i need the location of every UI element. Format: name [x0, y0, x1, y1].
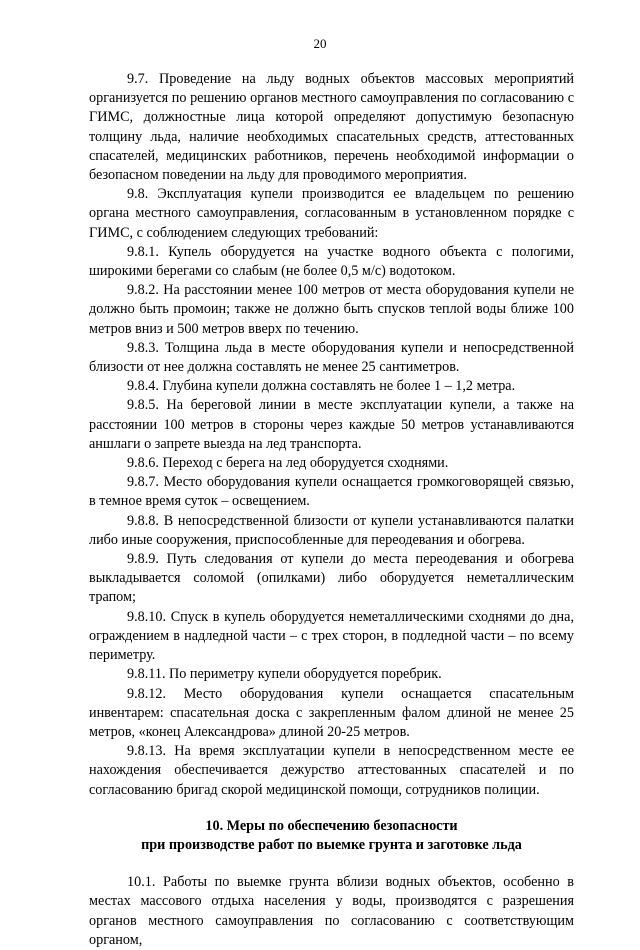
document-body — [89, 70, 574, 950]
paragraph-9-8-3: 9.8.3. Толщина льда в месте оборудования купели и непосредственной близости от нее должна составлять не менее 25 сантиметров. — [89, 339, 574, 376]
paragraph-9-8-6: 9.8.6. Переход с берега на лед оборудуется сходнями. — [127, 455, 449, 472]
page-number: 20 — [313, 36, 327, 51]
paragraph-9-8-8: 9.8.8. В непосредственной близости от купели устанавливаются палатки либо иные сооружения, приспособленные для переодевания и обогрева. — [89, 512, 574, 548]
paragraph-9-8-5: 9.8.5. На береговой линии в месте эксплуатации купели, а также на расстоянии 100 метров в стороны через каждые 50 метров устанавливаются аншлаги о запрете выезда на лед транспорта. — [89, 397, 574, 452]
paragraph-9-8-13: 9.8.13. На время эксплуатации купели в непосредственном месте ее нахождения обеспечивается дежурство аттестованных спасателей и по согласованию бригад скорой медицинской помощи, сотрудников полиции. — [89, 743, 574, 798]
section-heading-line-1: 10. Меры по обеспечению безопасности — [205, 817, 458, 834]
paragraph-9-8-2: 9.8.2. На расстоянии менее 100 метров от места оборудования купели не должно быть промоин; также не должно быть спусков теплой воды ближе 100 метров вниз и 500 метров вверх по течению. — [89, 282, 574, 337]
paragraph-9-8-12: 9.8.12. Место оборудования купели оснащается спасательным инвентарем: спасательная доска с закрепленным фалом длиной не менее 25 метров, «конец Александрова» длиной 20-25 метров. — [89, 685, 574, 740]
section-heading — [89, 817, 574, 855]
paragraph-9-7: 9.7. Проведение на льду водных объектов массовых мероприятий организуется по решению органов местного самоуправления по согласованию с ГИМС, должностные лица которой определяют допустимую безопасную толщину льда, наличие необходимых спасательных средств, аттестованных спасателей, медицинских работников, перечень необходимой информации о безопасном поведении на льду для проводимого мероприятия. — [89, 71, 574, 184]
paragraph-9-8-9: 9.8.9. Путь следования от купели до места переодевания и обогрева выкладывается соломой (опилками) либо оборудуется неметаллическим трапом; — [89, 551, 574, 606]
paragraph-9-8: 9.8. Эксплуатация купели производится ее владельцем по решению органа местного самоуправления, согласованным в установленном порядке с ГИМС, с соблюдением следующих требований: — [89, 186, 574, 241]
section-heading-line-2: при производстве работ по выемке грунта и заготовке льда — [141, 836, 522, 853]
paragraph-9-8-4: 9.8.4. Глубина купели должна составлять не более 1 – 1,2 метра. — [127, 378, 516, 395]
paragraph-9-8-1: 9.8.1. Купель оборудуется на участке водного объекта с пологими, широкими берегами со слабым (не более 0,5 м/с) водотоком. — [89, 243, 574, 280]
paragraph-10-1: 10.1. Работы по выемке грунта вблизи водных объектов, особенно в местах массового отдыха населения у воды, производятся с разрешения органов местного самоуправления по согласованию с соответствующим органом, — [89, 874, 574, 948]
paragraph-9-8-11: 9.8.11. По периметру купели оборудуется поребрик. — [127, 666, 442, 683]
paragraph-9-8-10: 9.8.10. Спуск в купель оборудуется неметаллическими сходнями до дна, ограждением в надледной части – с трех сторон, в подледной части – по всему периметру. — [89, 608, 574, 664]
paragraph-9-8-7: 9.8.7. Место оборудования купели оснащается громкоговорящей связью, в темное время суток – освещением. — [89, 474, 574, 510]
